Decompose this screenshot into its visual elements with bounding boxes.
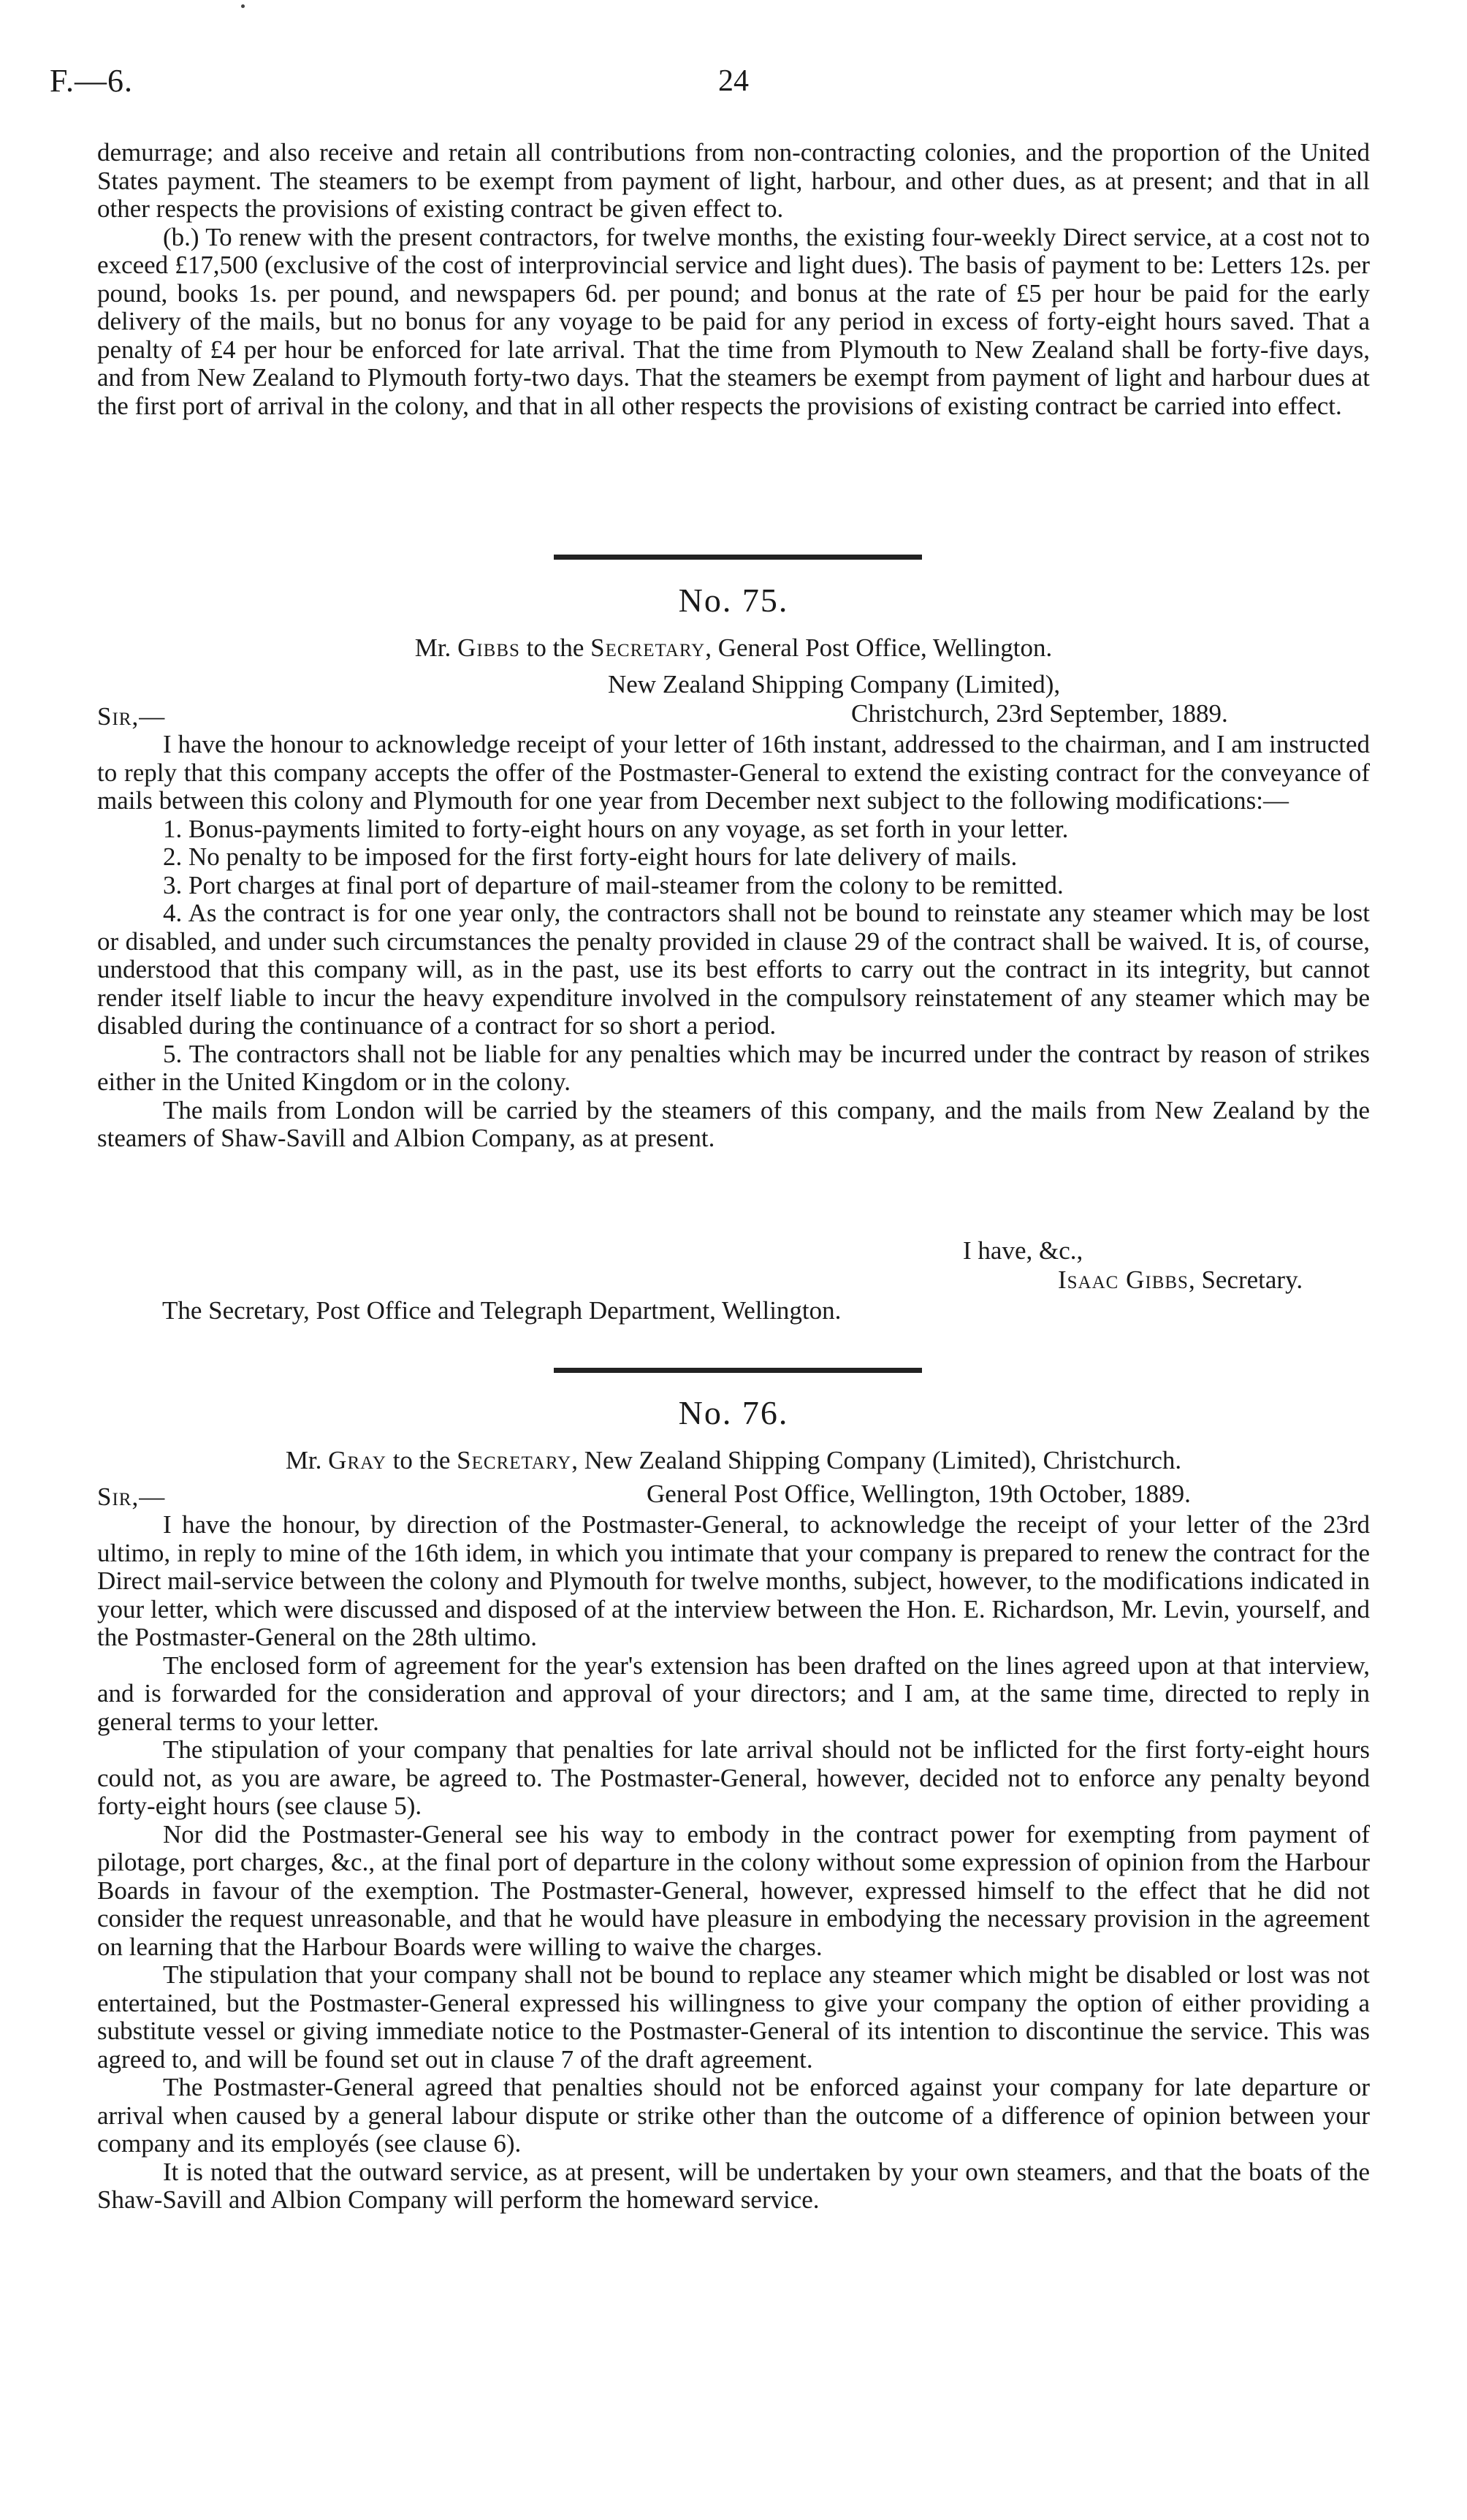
ink-speck [241, 4, 245, 8]
letter-body [97, 731, 1370, 1153]
paragraph: Nor did the Postmaster-General see his way to embody in the contract power for exempting from payment of pilotage, port charges, &c., at the final port of departure in the colony without some expression of opinion from the Harbour Boards in favour of the exemption. The Postmaster-General, however, expressed himself to the effect that he did not consider the request unreasonable, and that he would have pleasure in embodying the necessary provision in the agreement on learning that the Harbour Boards were willing to waive the charges. [97, 1819, 1370, 1961]
list-item: 2. No penalty to be imposed for the first forty-eight hours for late delivery of mails. [163, 842, 1018, 871]
list-item: 5. The contractors shall not be liable for any penalties which may be incurred under the contract by reason of strikes either in the United Kingdom or in the colony. [97, 1039, 1370, 1096]
letter-date: General Post Office, Wellington, 19th October, 1889. [647, 1480, 1191, 1508]
paragraph: The stipulation that your company shall not be bound to replace any steamer which might be disabled or lost was not entertained, but the Postmaster-General expressed his willingness to give your company the option of either providing a substitute vessel or giving immediate notice to the Postmaster-General of its intention to discontinue the service. This was agreed to, and will be found set out in clause 7 of the draft agreement. [97, 1960, 1370, 2074]
sender-name: Gray [328, 1446, 386, 1474]
heading-text: Mr. [285, 1446, 329, 1474]
list-item: 1. Bonus-payments limited to forty-eight hours on any voyage, as set forth in your letter. [163, 814, 1069, 843]
letter-number: No. 76. [678, 1394, 789, 1431]
document-reference: F.—6. [50, 63, 133, 99]
heading-text: , New Zealand Shipping Company (Limited), Christchurch. [571, 1446, 1182, 1474]
list-item: 3. Port charges at final port of departure of mail-steamer from the colony to be remitted. [163, 870, 1064, 899]
continued-text [97, 139, 1370, 420]
recipient-title: Secretary [457, 1446, 572, 1474]
letter-number: No. 75. [678, 582, 789, 619]
section-divider [554, 1368, 922, 1373]
letter-body [97, 1511, 1370, 2215]
sender-address: New Zealand Shipping Company (Limited), [608, 670, 1061, 698]
letter-date: Christchurch, 23rd September, 1889. [851, 699, 1228, 728]
paragraph: The mails from London will be carried by the steamers of this company, and the mails from New Zealand by the steamers of Shaw-Savill and Albion Company, as at present. [97, 1095, 1370, 1152]
paragraph: The Postmaster-General agreed that penalties should not be enforced against your company for late departure or arrival when caused by a general labour dispute or strike other than the outcome of a difference of opinion between your company and its employés (see clause 6). [97, 2073, 1370, 2158]
heading-text: Mr. [414, 633, 458, 662]
paragraph: The stipulation of your company that penalties for late arrival should not be inflicted for the first forty-eight hours could not, as you are aware, be agreed to. The Postmaster-General, however, decided not to enforce any penalty beyond forty-eight hours (see clause 5). [97, 1735, 1370, 1820]
page-number: 24 [718, 64, 749, 98]
salutation: Sir,— [97, 702, 166, 731]
paragraph: I have the honour, by direction of the Postmaster-General, to acknowledge the receipt of your letter of the 23rd ultimo, in reply to mine of the 16th idem, in which you intimate that your company is prepared to renew the contract for the Direct mail-service between the colony and Plymouth for twelve months, subject, however, to the modifications indicated in your letter, which were discussed and disposed of at the interview between the Hon. E. Richardson, Mr. Levin, yourself, and the Postmaster-General on the 28th ultimo. [97, 1510, 1370, 1651]
heading-text: to the [519, 633, 591, 662]
heading-text: to the [386, 1446, 457, 1474]
salutation: Sir,— [97, 1482, 166, 1511]
sender-name: Gibbs [457, 633, 520, 662]
paragraph: (b.) To renew with the present contractors, for twelve months, the existing four-weekly Direct service, at a cost not to exceed £17,500 (exclusive of the cost of interprovincial service and light dues). The basis of payment to be: Letters 12s. per pound, books 1s. per pound, and newspapers 6d. per pound; and bonus at the rate of £5 per hour be paid for the early delivery of the mails, but no bonus for any voyage to be paid for any period in excess of forty-eight hours saved. That a penalty of £4 per hour be enforced for late arrival. That the time from Plymouth to New Zealand shall be forty-five days, and from New Zealand to Plymouth forty-two days. That the steamers be exempt from payment of light and harbour dues at the first port of arrival in the colony, and that in all other respects the provisions of existing contract be carried into effect. [97, 222, 1370, 420]
paragraph: I have the honour to acknowledge receipt of your letter of 16th instant, addressed to the chairman, and I am instructed to reply that this company accepts the offer of the Postmaster-General to extend the existing contract for the conveyance of mails between this colony and Plymouth for one year from December next subject to the following modifications:— [97, 730, 1370, 815]
signatory-name: Isaac Gibbs [1058, 1265, 1189, 1294]
sign-off: I have, &c., [963, 1236, 1083, 1265]
letter-heading [0, 634, 1467, 663]
paragraph: The enclosed form of agreement for the year's extension has been drafted on the lines agreed upon at that interview, and is forwarded for the consideration and approval of your directors; and I am, at the same time, directed to reply in general terms to your letter. [97, 1651, 1370, 1736]
signature [1058, 1266, 1303, 1295]
paragraph: demurrage; and also receive and retain all contributions from non-contracting colonies, and the proportion of the United States payment. The steamers to be exempt from payment of light, harbour, and other dues, as at present; and that in all other respects the provisions of existing contract be given effect to. [97, 138, 1370, 223]
addressee: The Secretary, Post Office and Telegraph Department, Wellington. [162, 1296, 842, 1325]
paragraph: It is noted that the outward service, as at present, will be undertaken by your own steamers, and that the boats of the Shaw-Savill and Albion Company will perform the homeward service. [97, 2157, 1370, 2214]
list-item: 4. As the contract is for one year only, the contractors shall not be bound to reinstate any steamer which may be lost or disabled, and under such circumstances the penalty provided in clause 29 of the contract shall be waived. It is, of course, understood that this company will, as in the past, use its best efforts to carry out the contract in its integrity, but cannot render itself liable to incur the heavy expenditure involved in the compulsory reinstatement of any steamer which may be disabled during the continuance of a contract for so short a period. [97, 899, 1370, 1040]
heading-text: , General Post Office, Wellington. [705, 633, 1053, 662]
recipient-title: Secretary [590, 633, 706, 662]
section-divider [554, 555, 922, 560]
signatory-title: , Secretary. [1188, 1265, 1303, 1294]
letter-heading [0, 1447, 1467, 1475]
